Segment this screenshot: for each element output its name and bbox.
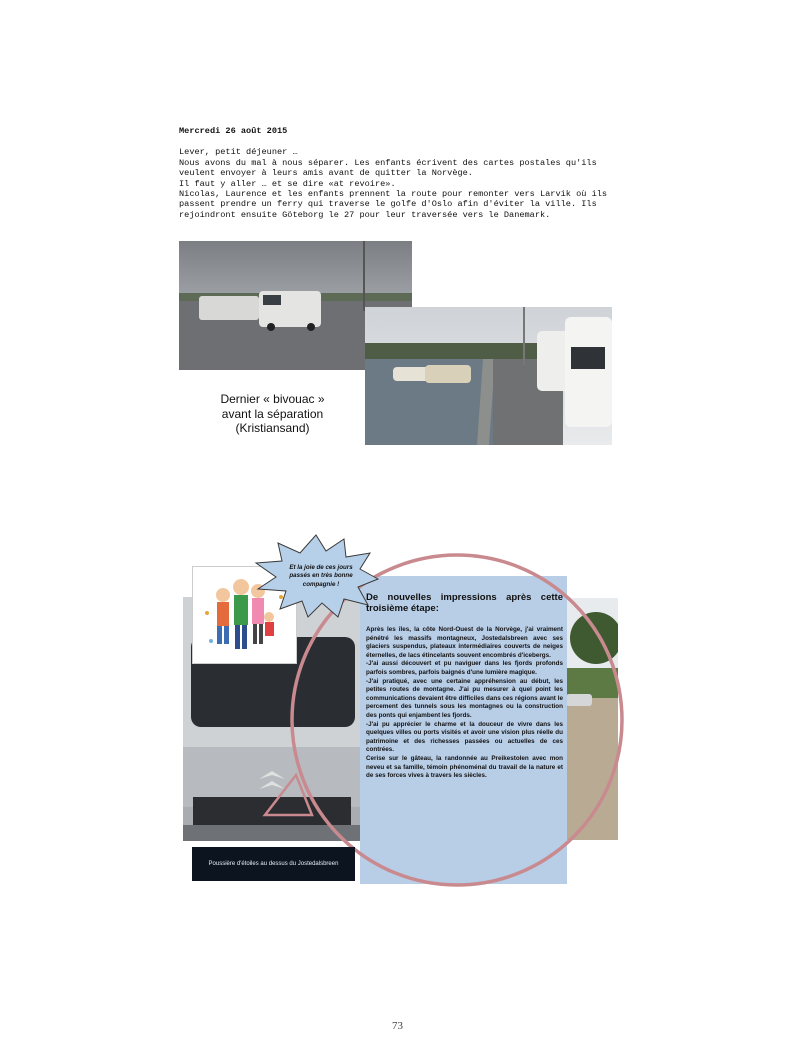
speech-bubble-text [286,564,356,589]
diary-line: Lever, petit déjeuner … [179,147,298,158]
diary-line: veulent envoyer à leurs amis avant de quitter la Norvège. [179,168,473,179]
banner-caption: Poussière d'étoiles au dessus du Jostedalsbreen [208,861,339,867]
impressions-paragraph: Après les îles, la côte Nord-Ouest de la Norvège, j'ai vraiment pénétré les massifs montagneux, Jostedalsbreen avec ses glaciers suspendus, plateaux intermédiaires couverts de neiges éternelles, de lacs étincelants souvent encombrés d'icebergs. [366,626,563,659]
impressions-paragraph: Cerise sur le gâteau, la randonnée au Preikestolen avec mon neveu et sa famille, témoin phénoménal du travail de la nature et de ses forces vives à travers les siècles. [366,754,563,780]
diary-line: Nicolas, Laurence et les enfants prennent la route pour remonter vers Larvik où ils [179,189,608,200]
diary-entry [179,126,619,220]
page-number: 73 [392,1020,403,1032]
caption-line: (Kristiansand) [235,421,310,435]
landscape-photo [566,598,618,840]
impressions-paragraph: -J'ai aussi découvert et pu naviguer dans les fjords profonds parfois sombres, parfois baignés d'une lumière magique. [366,660,563,676]
caption-line: avant la séparation [221,406,324,421]
bubble-line: passés en très bonne [289,572,353,580]
diary-date: Mercredi 26 août 2015 [179,126,288,136]
bubble-line: compagnie ! [302,580,340,588]
impressions-text [366,592,563,781]
harbour-photo [365,307,612,445]
diary-line: passent prendre un ferry qui traverse le golfe d'Oslo afin d'éviter la ville. Ils [179,199,597,210]
impressions-paragraph: -J'ai pratiqué, avec une certaine appréhension au début, les petites routes de montagne. J'ai pu mesurer à quel point les communications devaient être difficiles dans ces régions avant le percement des tunnels sous les montagnes ou la construction des ponts qui enjambent les fjords. [366,677,563,719]
bubble-line: Et la joie de ces jours [289,564,353,571]
photo-caption [205,392,340,436]
caption-line: Dernier « bivouac » [220,392,325,406]
starry-sky-banner [192,847,355,881]
diary-line: Il faut y aller … et se dire «at revoire». [179,178,396,189]
impressions-paragraph: -J'ai pu apprécier le charme et la douceur de vivre dans les quelques villes ou ports visités et avoir une vision plus réelle du patrimoine et des richesses passées ou actuelles de ces contrées. [366,720,563,754]
diary-line: Nous avons du mal à nous séparer. Les enfants écrivent des cartes postales qu'ils [179,157,597,168]
impressions-heading: De nouvelles impressions après cette troisième étape: [366,592,563,614]
diary-line: rejoindront ensuite Göteborg le 27 pour leur traversée vers le Danemark. [179,209,551,220]
